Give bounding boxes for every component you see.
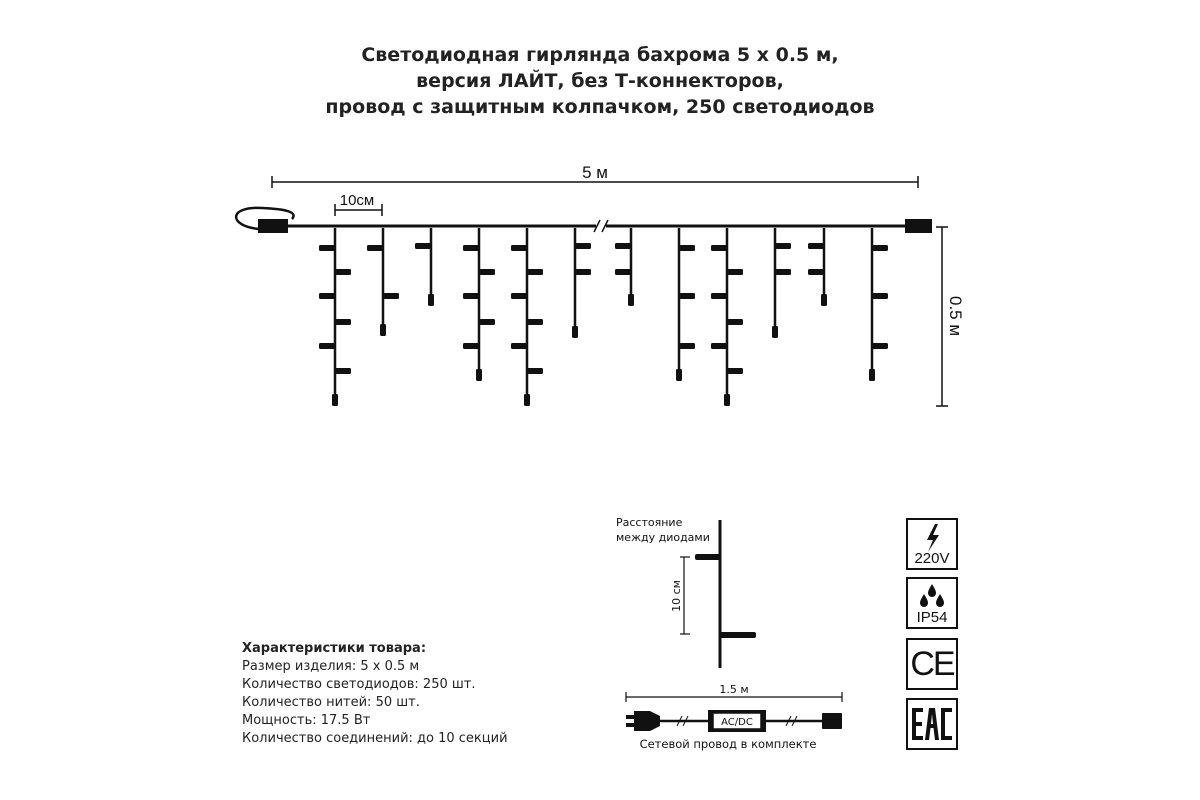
adapter-label: AC/DC <box>721 717 753 728</box>
led <box>615 243 631 249</box>
led-tip <box>476 369 482 381</box>
title-line-1: Светодиодная гирлянда бахрома 5 х 0.5 м, <box>361 44 839 66</box>
ip-label: IP54 <box>916 609 948 626</box>
led-tip <box>676 369 682 381</box>
spec-connections: Количество соединений: до 10 секций <box>242 731 508 746</box>
led-tip <box>772 326 778 338</box>
detail-spacing-label: 10 см <box>670 580 683 612</box>
led <box>679 343 695 349</box>
led <box>727 269 743 275</box>
spec-led-count: Количество светодиодов: 250 шт. <box>242 677 476 692</box>
led <box>335 319 351 325</box>
height-label: 0.5 м <box>946 295 965 337</box>
led <box>463 343 479 349</box>
led <box>727 368 743 374</box>
led <box>383 293 399 299</box>
led-tip <box>869 369 875 381</box>
led <box>479 269 495 275</box>
led <box>511 293 527 299</box>
led-tip <box>821 294 827 306</box>
title-line-2: версия ЛАЙТ, без Т-коннекторов, <box>416 70 784 92</box>
led <box>335 368 351 374</box>
led-tip <box>332 394 338 406</box>
width-label: 5 м <box>582 163 608 182</box>
led <box>727 319 743 325</box>
led <box>319 245 335 251</box>
led-tip <box>724 394 730 406</box>
spec-strand-count: Количество нитей: 50 шт. <box>242 695 420 710</box>
led <box>463 245 479 251</box>
led <box>872 343 888 349</box>
led <box>527 269 543 275</box>
led <box>319 343 335 349</box>
led-tip <box>428 294 434 306</box>
led <box>872 293 888 299</box>
spec-size: Размер изделия: 5 х 0.5 м <box>242 659 420 674</box>
led <box>511 343 527 349</box>
led <box>367 245 383 251</box>
led <box>527 368 543 374</box>
distance-label-line2: между диодами <box>616 531 710 544</box>
specs-heading: Характеристики товара: <box>242 641 427 656</box>
led-tip <box>572 326 578 338</box>
voltage-label: 220V <box>914 550 950 567</box>
led <box>575 269 591 275</box>
ce-mark: CE <box>910 644 954 683</box>
led <box>711 293 727 299</box>
spacing-label: 10см <box>339 192 375 209</box>
led <box>775 269 791 275</box>
cable-caption: Сетевой провод в комплекте <box>639 737 817 751</box>
led <box>527 319 543 325</box>
product-specs <box>242 640 508 748</box>
led <box>679 293 695 299</box>
led <box>679 245 695 251</box>
led-tip <box>628 294 634 306</box>
led <box>711 245 727 251</box>
voltage-badge <box>906 518 958 570</box>
eac-mark-icon <box>908 700 956 748</box>
led <box>319 293 335 299</box>
main-wire <box>236 208 932 233</box>
ip-rating-badge <box>906 577 958 629</box>
eac-badge <box>906 698 958 750</box>
led <box>479 319 495 325</box>
led <box>415 243 431 249</box>
led <box>775 243 791 249</box>
cable-length-label: 1.5 м <box>719 683 749 696</box>
led <box>808 243 824 249</box>
distance-label-line1: Расстояние <box>616 516 683 529</box>
title-line-3: провод с защитным колпачком, 250 светодиодов <box>325 96 875 118</box>
fringe-strands <box>319 228 888 406</box>
spec-power: Мощность: 17.5 Вт <box>242 713 371 728</box>
led <box>463 293 479 299</box>
led <box>615 269 631 275</box>
led-tip <box>380 324 386 336</box>
led <box>511 245 527 251</box>
led <box>711 343 727 349</box>
led-tip <box>524 394 530 406</box>
ce-badge <box>906 638 958 690</box>
led <box>808 269 824 275</box>
led <box>872 245 888 251</box>
led <box>335 269 351 275</box>
led <box>575 243 591 249</box>
